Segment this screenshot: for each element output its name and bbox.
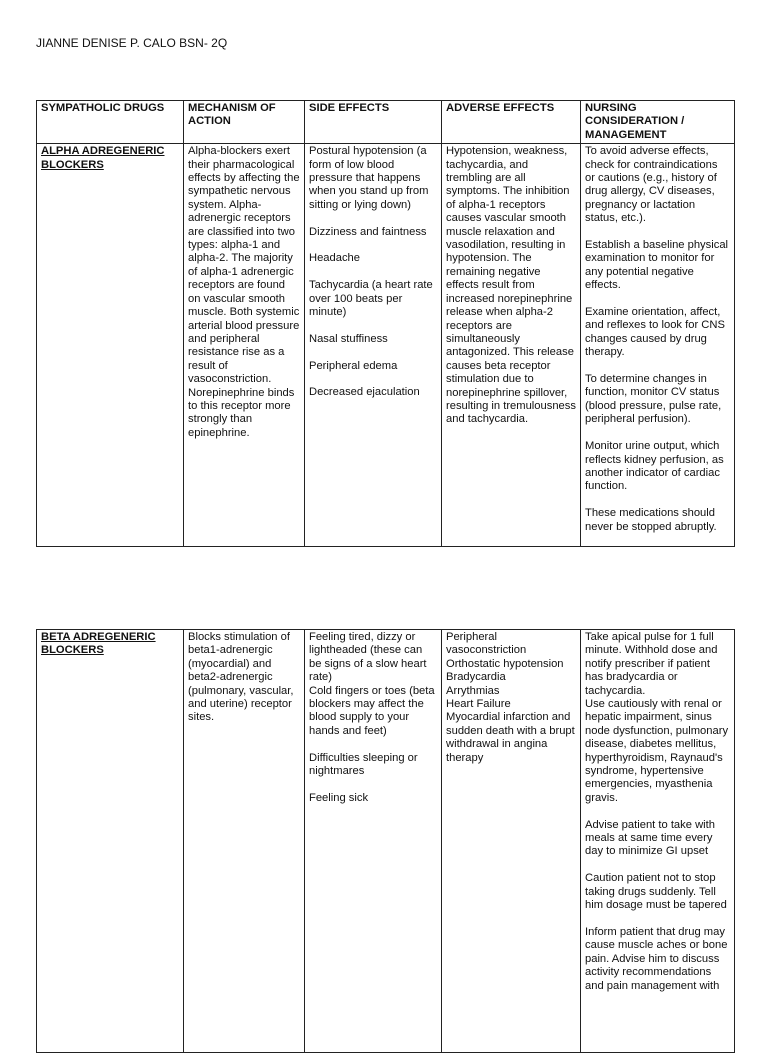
side-effect-item: Difficulties sleeping or nightmares [309,751,418,778]
header-nursing: NURSING CONSIDERATION / MANAGEMENT [581,101,735,144]
drug-cell [37,144,184,547]
drug-name: BETA ADREGENERIC BLOCKERS [41,631,156,657]
side-effect-item: Postural hypotension (a form of low blood pressure that happens when you stand up from sitting or lying down) [309,145,429,211]
drug-name: ALPHA ADREGENERIC BLOCKERS [41,145,165,171]
nursing-item: Establish a baseline physical examination to monitor for any potential negative effects. [585,239,729,292]
header-side-effects: SIDE EFFECTS [305,101,442,144]
nursing-cell [581,144,735,547]
header-adverse-effects: ADVERSE EFFECTS [442,101,581,144]
side-effect-item: Peripheral edema [309,359,398,372]
beta-blockers-table [36,629,735,1053]
author-line: JIANNE DENISE P. CALO BSN- 2Q [36,36,228,50]
adverse-effects-cell: Hypotension, weakness, tachycardia, and trembling are all symptoms. The inhibition of alpha-1 receptors causes vascular smooth muscle relaxation and vasodilation, resulting in hypotension. The remaining negative effects result from increased norepinephrine release when alpha-2 receptors are simultaneously antagonized. This release causes beta receptor stimulation due to norepinephrine spillover, resulting in tremulousness and tachycardia. [442,144,581,547]
drug-cell [37,630,184,1053]
side-effect-item: Feeling tired, dizzy or lightheaded (these can be signs of a slow heart rate) Cold fingers or toes (beta blockers may affect the blood supply to your hands and feet) [309,631,435,737]
nursing-item: These medications should never be stopped abruptly. [585,507,717,533]
table-row [37,630,735,1053]
table-header-row [37,101,735,144]
side-effect-item: Nasal stuffiness [309,332,388,345]
side-effect-item: Headache [309,252,361,265]
nursing-item: To avoid adverse effects, check for contraindications or cautions (e.g., history of drug allergy, CV diseases, pregnancy or lactation status, etc.). [585,145,718,225]
side-effect-item: Decreased ejaculation [309,386,420,399]
side-effect-item: Tachycardia (a heart rate over 100 beats per minute) [309,279,433,319]
nursing-item: Take apical pulse for 1 full minute. Withhold dose and notify prescriber if patient has bradycardia or tachycardia. Use cautiously with renal or hepatic impairment, sinus node dysfunction, pulmonary disease, diabetes mellitus, hyperthyroidism, Raynaud's syndrome, hypertensive emergencies, myasthenia gravis. [585,631,729,804]
nursing-item: Advise patient to take with meals at same time every day to minimize GI upset [585,818,715,858]
nursing-item: Examine orientation, affect, and reflexes to look for CNS changes caused by drug therapy. [585,306,725,359]
nursing-item: Caution patient not to stop taking drugs suddenly. Tell him dosage must be tapered [585,872,727,912]
side-effect-item: Dizziness and faintness [309,225,427,238]
mechanism-cell: Blocks stimulation of beta1-adrenergic (myocardial) and beta2-adrenergic (pulmonary, vascular, and uterine) receptor sites. [184,630,305,1053]
header-sympatholic-drugs: SYMPATHOLIC DRUGS [37,101,184,144]
adverse-effects-cell: Peripheral vasoconstriction Orthostatic hypotension Bradycardia Arrythmias Heart Failure Myocardial infarction and sudden death with a brupt withdrawal in angina therapy [442,630,581,1053]
alpha-blockers-table [36,100,735,547]
nursing-item: To determine changes in function, monitor CV status (blood pressure, pulse rate, peripheral perfusion). [585,373,722,426]
mechanism-cell: Alpha-blockers exert their pharmacological effects by affecting the sympathetic nervous system. Alpha-adrenergic receptors are classified into two types: alpha-1 and alpha-2. The majority of alpha-1 adrenergic receptors are found on vascular smooth muscle. Both systemic arterial blood pressure and peripheral resistance rise as a result of vasoconstriction. Norepinephrine binds to this receptor more strongly than epinephrine. [184,144,305,547]
side-effects-cell [305,630,442,1053]
header-mechanism: MECHANISM OF ACTION [184,101,305,144]
nursing-cell [581,630,735,1053]
side-effects-cell [305,144,442,547]
nursing-item: Monitor urine output, which reflects kidney perfusion, as another indicator of cardiac function. [585,440,724,493]
table-row [37,144,735,547]
nursing-item: Inform patient that drug may cause muscle aches or bone pain. Advise him to discuss activity recommendations and pain management with [585,925,728,992]
side-effect-item: Feeling sick [309,791,369,804]
